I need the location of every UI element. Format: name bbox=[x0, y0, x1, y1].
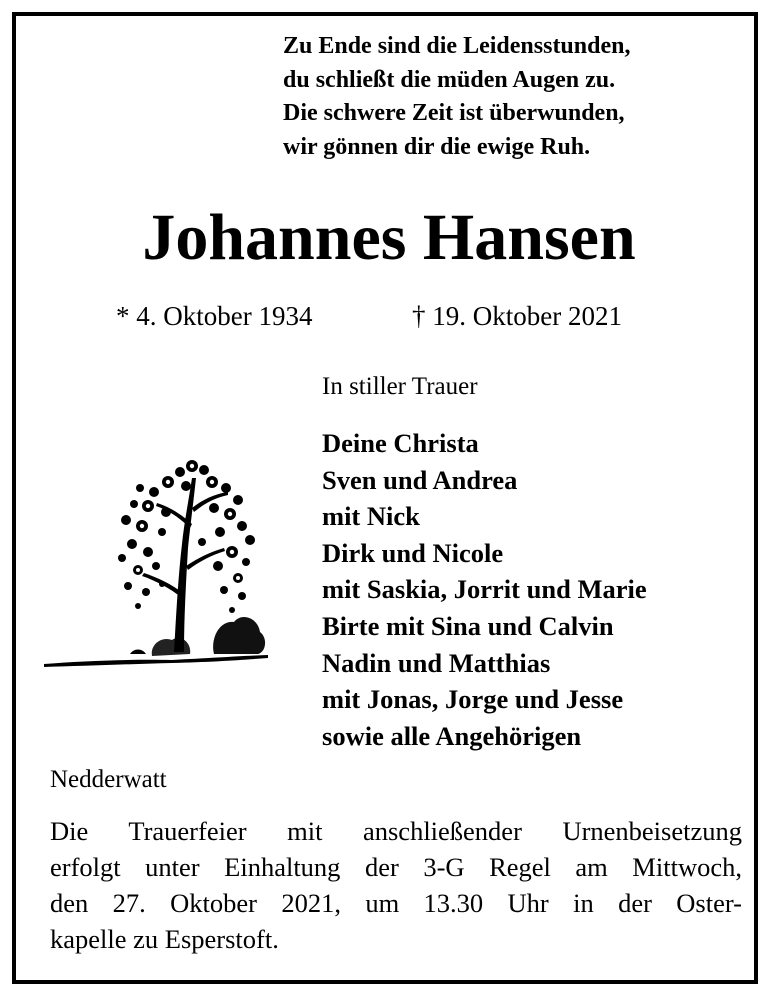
family-member: mit Saskia, Jorrit und Marie bbox=[322, 574, 647, 605]
poem-line: wir gönnen dir die ewige Ruh. bbox=[283, 133, 591, 160]
service-line: Die Trauerfeier mit anschließender Urnenbeisetzung bbox=[50, 816, 742, 846]
service-line: kapelle zu Esperstoft. bbox=[50, 924, 279, 954]
family-member: Deine Christa bbox=[322, 428, 479, 458]
birch-tree-icon bbox=[42, 448, 270, 676]
poem bbox=[283, 30, 753, 164]
family-member: mit Nick bbox=[322, 501, 420, 532]
service-line: erfolgt unter Einhaltung der 3-G Regel am Mittwoch, bbox=[50, 852, 742, 882]
family-member: sowie alle Angehörigen bbox=[322, 720, 582, 751]
family-member: Sven und Andrea bbox=[322, 464, 518, 495]
family-list bbox=[322, 425, 647, 754]
birth-date: * 4. Oktober 1934 bbox=[116, 301, 313, 331]
poem-line: du schließt die müden Augen zu. bbox=[283, 66, 616, 93]
mourning-phrase: In stiller Trauer bbox=[322, 373, 478, 400]
service-line: den 27. Oktober 2021, um 13.30 Uhr in der Oster- bbox=[50, 888, 742, 918]
deceased-name: Johannes Hansen bbox=[142, 201, 636, 274]
poem-line: Zu Ende sind die Leidensstunden, bbox=[283, 33, 631, 59]
death-date: † 19. Oktober 2021 bbox=[412, 301, 622, 331]
service-announcement bbox=[50, 813, 742, 957]
family-member: Birte mit Sina und Calvin bbox=[322, 610, 614, 641]
family-member: Dirk und Nicole bbox=[322, 537, 504, 568]
family-member: mit Jonas, Jorge und Jesse bbox=[322, 684, 624, 715]
place-name: Nedderwatt bbox=[50, 766, 167, 793]
poem-line: Die schwere Zeit ist überwunden, bbox=[283, 100, 625, 126]
family-member: Nadin und Matthias bbox=[322, 647, 551, 678]
